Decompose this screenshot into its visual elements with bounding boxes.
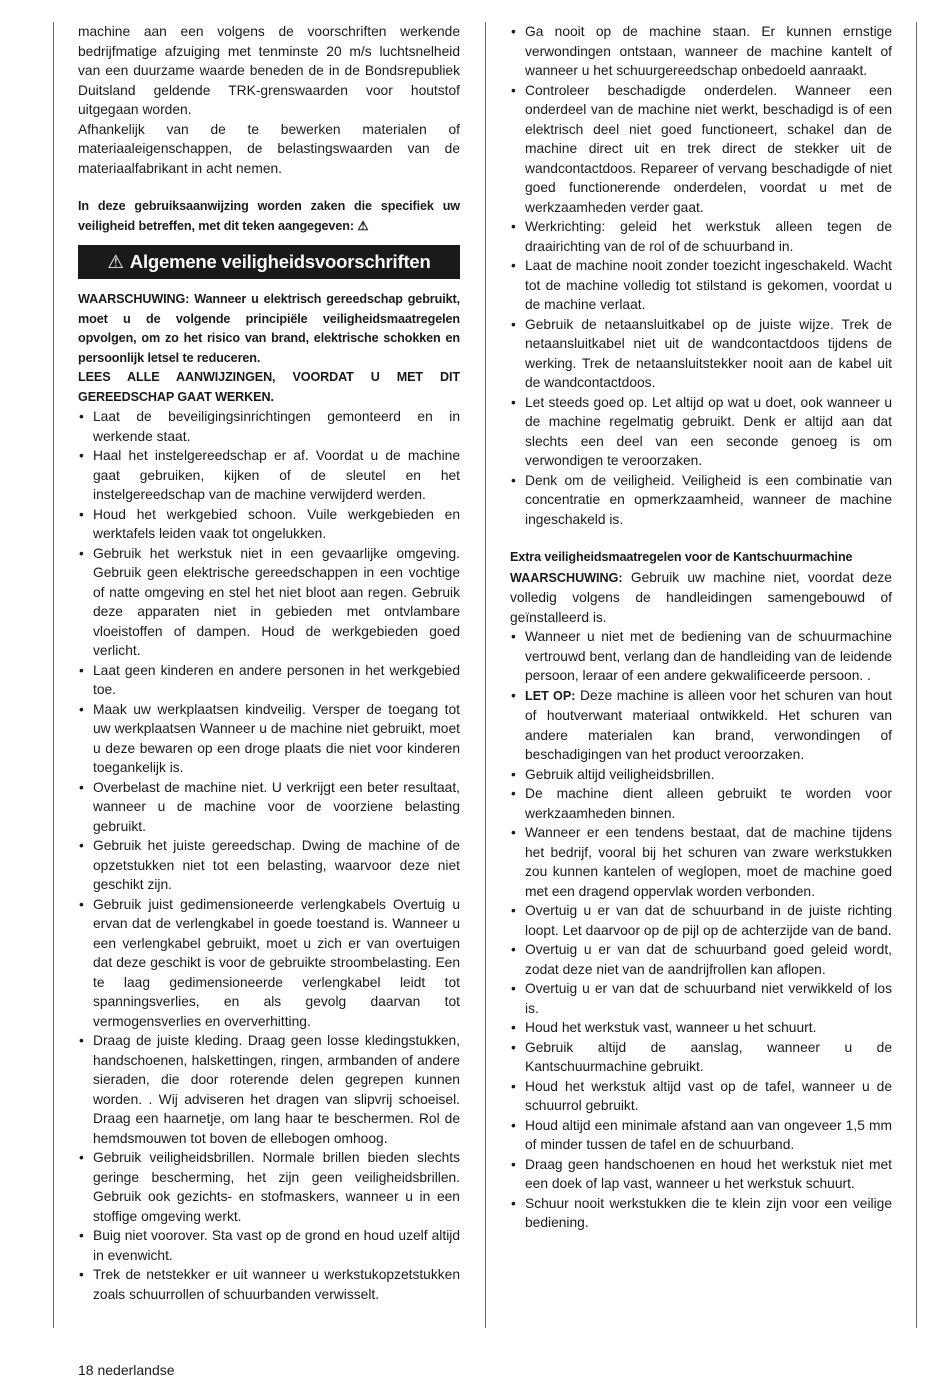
list-item: • Overbelast de machine niet. U verkrijgt een beter resultaat, wanneer u de machine voor de voorziene belasting gebruikt.: [78, 778, 460, 837]
list-item: • Wanneer er een tendens bestaat, dat de machine tijdens het bedrijf, vooral bij het schuren van zware werkstukken zou kunnen kantelen of weglopen, moet de machine goed met een dragend oppervlak worden verbonden.: [510, 823, 892, 901]
safety-notice: In deze gebruiksaanwijzing worden zaken die specifiek uw veiligheid betreffen, met dit teken aangegeven: ⚠: [78, 199, 460, 233]
list-item: • Houd altijd een minimale afstand aan van ongeveer 1,5 mm of minder tussen de tafel en de schuurband.: [510, 1116, 892, 1155]
let-op-label: LET OP:: [525, 688, 576, 703]
list-item: • Gebruik de netaansluitkabel op de juiste wijze. Trek de netaansluitkabel niet uit de wandcontactdoos tijdens de werking. Trek de netaansluitstekker nooit aan de kabel uit de wandcontactdoos.: [510, 315, 892, 393]
list-item: • Houd het werkstuk altijd vast op de tafel, wanneer u de schuurrol gebruikt.: [510, 1077, 892, 1116]
list-item: • Wanneer u niet met de bediening van de schuurmachine vertrouwd bent, verlang dan de handleiding van de leidende persoon, leraar of een andere gekwalificeerde persoon. .: [510, 627, 892, 686]
list-item: • Gebruik altijd de aanslag, wanneer u de Kantschuurmachine gebruikt.: [510, 1038, 892, 1077]
general-safety-list: [78, 407, 460, 1304]
warning-paragraph: WAARSCHUWING: Wanneer u elektrisch gereedschap gebruikt, moet u de volgende principiële veiligheidsmaatregelen opvolgen, om zo het risico van brand, elektrische schokken en persoonlijk letsel te reduceren.: [78, 292, 460, 365]
intro-paragraph-1: machine aan een volgens de voorschriften werkende bedrijfmatige afzuiging met tenminste 20 m/s luchtsnelheid van een duurzame waarde beneden de in de Bondsrepubliek Duitsland geldende TRK-grenswaarden voor houtstof uitgegaan worden.: [78, 24, 460, 117]
list-item: • Houd het werkstuk vast, wanneer u het schuurt.: [510, 1018, 892, 1038]
list-item: • Werkrichting: geleid het werkstuk alleen tegen de draairichting van de rol of de schuurband in.: [510, 217, 892, 256]
list-item: • LET OP: Deze machine is alleen voor het schuren van hout of houtverwant materiaal ontwikkeld. Het schuren van andere materialen kan brand, verwondingen of beschadigingen van het product veroorzaken.: [510, 686, 892, 765]
warning-triangle-icon: ⚠: [107, 251, 124, 272]
list-item: • Gebruik het werkstuk niet in een gevaarlijke omgeving. Gebruik geen elektrische gereedschappen in een vochtige of natte omgeving en stel het niet bloot aan regen. Gebruik deze apparaten niet in gebieden met ontvlambare vloeistoffen of dampen. Houd de werkgebieden goed verlicht.: [78, 544, 460, 661]
column-rule-center: [485, 22, 486, 1328]
left-column: [78, 22, 460, 1304]
list-item: • Draag de juiste kleding. Draag geen losse kledingstukken, handschoenen, halskettingen, ringen, armbanden of andere sieraden, die door roterende delen gegrepen kunnen worden. . Wij adviseren het dragen van slipvrij schoeisel. Draag een haarnetje, om lang haar te beschermen. Rol de hemdsmouwen tot boven de ellebogen omhoog.: [78, 1031, 460, 1148]
list-item: • Trek de netstekker er uit wanneer u werkstukopzetstukken zoals schuurrollen of schuurbanden verwisselt.: [78, 1265, 460, 1304]
column-rule-right: [916, 22, 917, 1328]
list-item: • Haal het instelgereedschap er af. Voordat u de machine gaat gebruiken, kijken of de sleutel en het instelgereedschap van de machine verwijderd werden.: [78, 446, 460, 505]
list-item: • Buig niet voorover. Sta vast op de grond en houd uzelf altijd in evenwicht.: [78, 1226, 460, 1265]
extra-warning-label: WAARSCHUWING:: [510, 570, 623, 585]
list-item: • Laat de beveiligingsinrichtingen gemonteerd en in werkende staat.: [78, 407, 460, 446]
list-item: • Gebruik veiligheidsbrillen. Normale brillen bieden slechts geringe bescherming, het zijn geen veiligheidsbrillen. Gebruik ook gezichts- en stofmaskers, wanneer u in een stoffige omgeving werkt.: [78, 1148, 460, 1226]
spacer: [78, 178, 460, 197]
list-item: • Overtuig u er van dat de schuurband goed geleid wordt, zodat deze niet van de aandrijfrollen kan aflopen.: [510, 940, 892, 979]
section-banner: [78, 245, 460, 279]
list-item: • Overtuig u er van dat de schuurband niet verwikkeld of los is.: [510, 979, 892, 1018]
list-item: • Let steeds goed op. Let altijd op wat u doet, ook wanneer u de machine regelmatig gebruikt. Denk er altijd aan dat slechts een deel van een seconde genoeg is om verwondigen te veroorzaken.: [510, 393, 892, 471]
list-item: • Gebruik het juiste gereedschap. Dwing de machine of de opzetstukken niet tot een belasting, waarvoor deze niet geschikt zijn.: [78, 836, 460, 895]
list-item: • Gebruik altijd veiligheidsbrillen.: [510, 765, 892, 785]
list-item: • Laat de machine nooit zonder toezicht ingeschakeld. Wacht tot de machine volledig tot stilstand is gekomen, voordat u de machine verlaat.: [510, 256, 892, 315]
list-item: • Houd het werkgebied schoon. Vuile werkgebieden en werktafels leiden vaak tot ongelukken.: [78, 505, 460, 544]
extra-safety-list: [510, 627, 892, 765]
extra-safety-list-continued: [510, 765, 892, 1233]
spacer: [510, 529, 892, 548]
extra-warning-paragraph: WAARSCHUWING: Gebruik uw machine niet, voordat deze volledig volgens de handleidingen samengebouwd of geïnstalleerd is.: [510, 569, 892, 625]
list-item: • Laat geen kinderen en andere personen in het werkgebied toe.: [78, 661, 460, 700]
list-item: • Schuur nooit werkstukken die te klein zijn voor een veilige bediening.: [510, 1194, 892, 1233]
extra-safety-heading: Extra veiligheidsmaatregelen voor de Kantschuurmachine: [510, 550, 853, 564]
general-safety-list-continued: [510, 22, 892, 529]
column-rule-left: [53, 22, 54, 1328]
list-item: • Draag geen handschoenen en houd het werkstuk niet met een doek of lap vast, wanneer u het werkstuk schuurt.: [510, 1155, 892, 1194]
list-item: • Maak uw werkplaatsen kindveilig. Versper de toegang tot uw werkplaatsen Wanneer u de machine niet gebruikt, moet u deze bewaren op een droge plaats die niet voor kinderen toegankelijk is.: [78, 700, 460, 778]
read-all-instructions: LEES ALLE AANWIJZINGEN, VOORDAT U MET DIT GEREEDSCHAP GAAT WERKEN.: [78, 370, 460, 404]
list-item: • Overtuig u er van dat de schuurband in de juiste richting loopt. Let daarvoor op de pijl op de achterzijde van de band.: [510, 901, 892, 940]
right-column: [510, 22, 892, 1233]
warning-triangle-icon: ⚠: [357, 218, 369, 233]
list-item: • De machine dient alleen gebruikt te worden voor werkzaamheden binnen.: [510, 784, 892, 823]
intro-paragraph-2: Afhankelijk van de te bewerken materialen of materiaaleigenschappen, de belastingswaarden van de materiaalfabrikant in acht nemen.: [78, 121, 460, 176]
list-item: • Denk om de veiligheid. Veiligheid is een combinatie van concentratie en opmerkzaamheid, wanneer de machine ingeschakeld is.: [510, 471, 892, 530]
list-item: • Controleer beschadigde onderdelen. Wanneer een onderdeel van de machine niet werkt, beschadigd is of een elektrisch deel niet goed functioneert, schakel dan de machine direct uit en trek direct de stekker uit de wandcontactdoos. Repareer of vervang beschadigde of niet goed functionerende onderdelen, voordat u met de werkzaamheden verder gaat.: [510, 81, 892, 218]
page-footer: 18 nederlandse: [78, 1362, 175, 1378]
list-item: • Gebruik juist gedimensioneerde verlengkabels Overtuig u ervan dat de verlengkabel in goede toestand is. Wanneer u een verlengkabel gebruikt, moet u zich er van overtuigen dat deze geschikt is voor de gebruikte stroombelasting. Een te laag gedimensioneerde verlengkabel leidt tot spanningsverlies, en als gevolg daarvan tot vermogensverlies en oververhitting.: [78, 895, 460, 1032]
list-item: • Ga nooit op de machine staan. Er kunnen ernstige verwondingen ontstaan, wanneer de machine kantelt of wanneer u het schuurgereedschap onbedoeld aanraakt.: [510, 22, 892, 81]
section-title: Algemene veiligheidsvoorschriften: [129, 251, 431, 272]
